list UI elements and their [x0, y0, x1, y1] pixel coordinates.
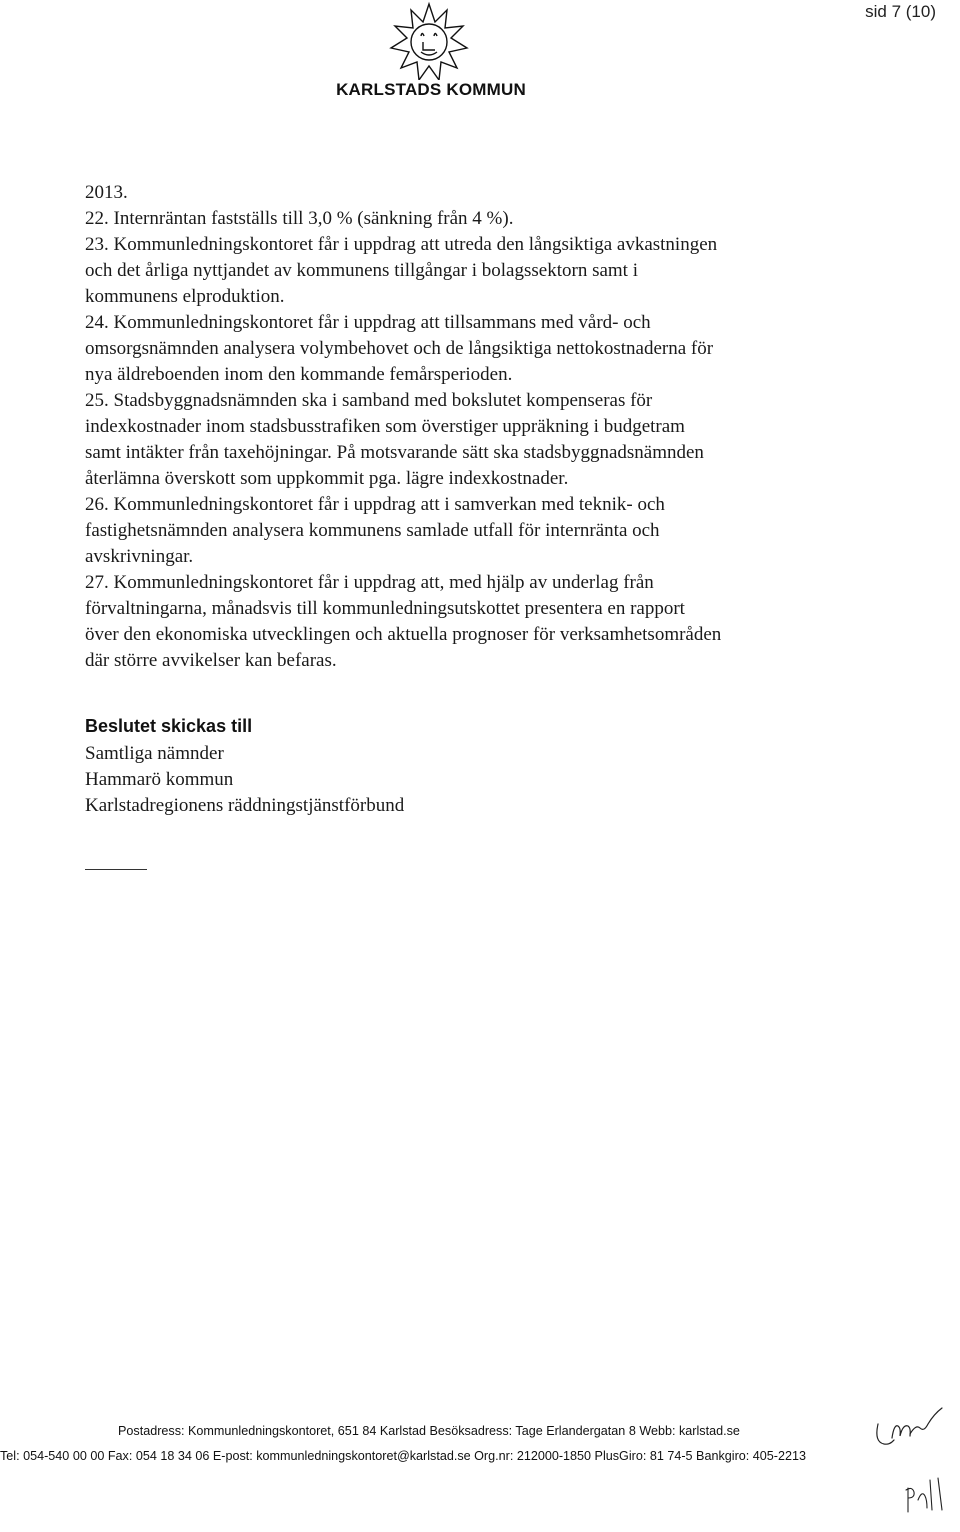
body-line: indexkostnader inom stadsbusstrafiken som överstiger uppräkning i budgetram — [85, 416, 685, 437]
body-line: avskrivningar. — [85, 546, 194, 567]
recipient-item: Samtliga nämnder — [85, 743, 224, 764]
divider-rule — [85, 869, 147, 870]
recipients-heading: Beslutet skickas till — [85, 716, 253, 736]
footer-contact: Tel: 054-540 00 00 Fax: 054 18 34 06 E-post: kommunledningskontoret@karlstad.se Org.nr: 212000-1850 PlusGiro: 81 74-5 Bankgiro: 405-2213 — [0, 1449, 806, 1463]
body-line: 24. Kommunledningskontoret får i uppdrag att tillsammans med vård- och — [85, 312, 651, 333]
body-line: nya äldreboenden inom den kommande femårsperioden. — [85, 364, 513, 385]
footer-address: Postadress: Kommunledningskontoret, 651 84 Karlstad Besöksadress: Tage Erlandergatan 8 Webb: karlstad.se — [118, 1424, 740, 1438]
body-line: omsorgsnämnden analysera volymbehovet och de långsiktiga nettokostnaderna för — [85, 338, 714, 359]
handwritten-signature — [870, 1404, 950, 1448]
body-line: 26. Kommunledningskontoret får i uppdrag att i samverkan med teknik- och — [85, 494, 665, 515]
body-line: 25. Stadsbyggnadsnämnden ska i samband med bokslutet kompenseras för — [85, 390, 653, 411]
body-line: återlämna överskott som uppkommit pga. lägre indexkostnader. — [85, 468, 569, 489]
recipient-item: Karlstadregionens räddningstjänstförbund — [85, 795, 405, 816]
body-line: samt intäkter från taxehöjningar. På motsvarande sätt ska stadsbyggnadsnämnden — [85, 442, 704, 463]
body-line: 22. Internräntan fastställs till 3,0 % (sänkning från 4 %). — [85, 208, 514, 229]
recipients-list — [85, 741, 404, 819]
body-line: förvaltningarna, månadsvis till kommunledningsutskottet presentera en rapport — [85, 598, 685, 619]
page-number: sid 7 (10) — [865, 2, 936, 21]
body-line: kommunens elproduktion. — [85, 286, 285, 307]
body-line: där större avvikelser kan befaras. — [85, 650, 337, 671]
decision-body — [85, 180, 805, 674]
body-line: fastighetsnämnden analysera kommunens samlade utfall för internränta och — [85, 520, 660, 541]
sun-logo-icon — [381, 0, 477, 80]
org-name: KARLSTADS KOMMUN — [336, 80, 526, 99]
body-line: 27. Kommunledningskontoret får i uppdrag att, med hjälp av underlag från — [85, 572, 654, 593]
body-line: 23. Kommunledningskontoret får i uppdrag att utreda den långsiktiga avkastningen — [85, 234, 718, 255]
body-line: över den ekonomiska utvecklingen och aktuella prognoser för verksamhetsområden — [85, 624, 722, 645]
recipient-item: Hammarö kommun — [85, 769, 234, 790]
body-line: och det årliga nyttjandet av kommunens tillgångar i bolagssektorn samt i — [85, 260, 638, 281]
body-line: 2013. — [85, 182, 128, 203]
handwritten-initials — [900, 1470, 956, 1520]
